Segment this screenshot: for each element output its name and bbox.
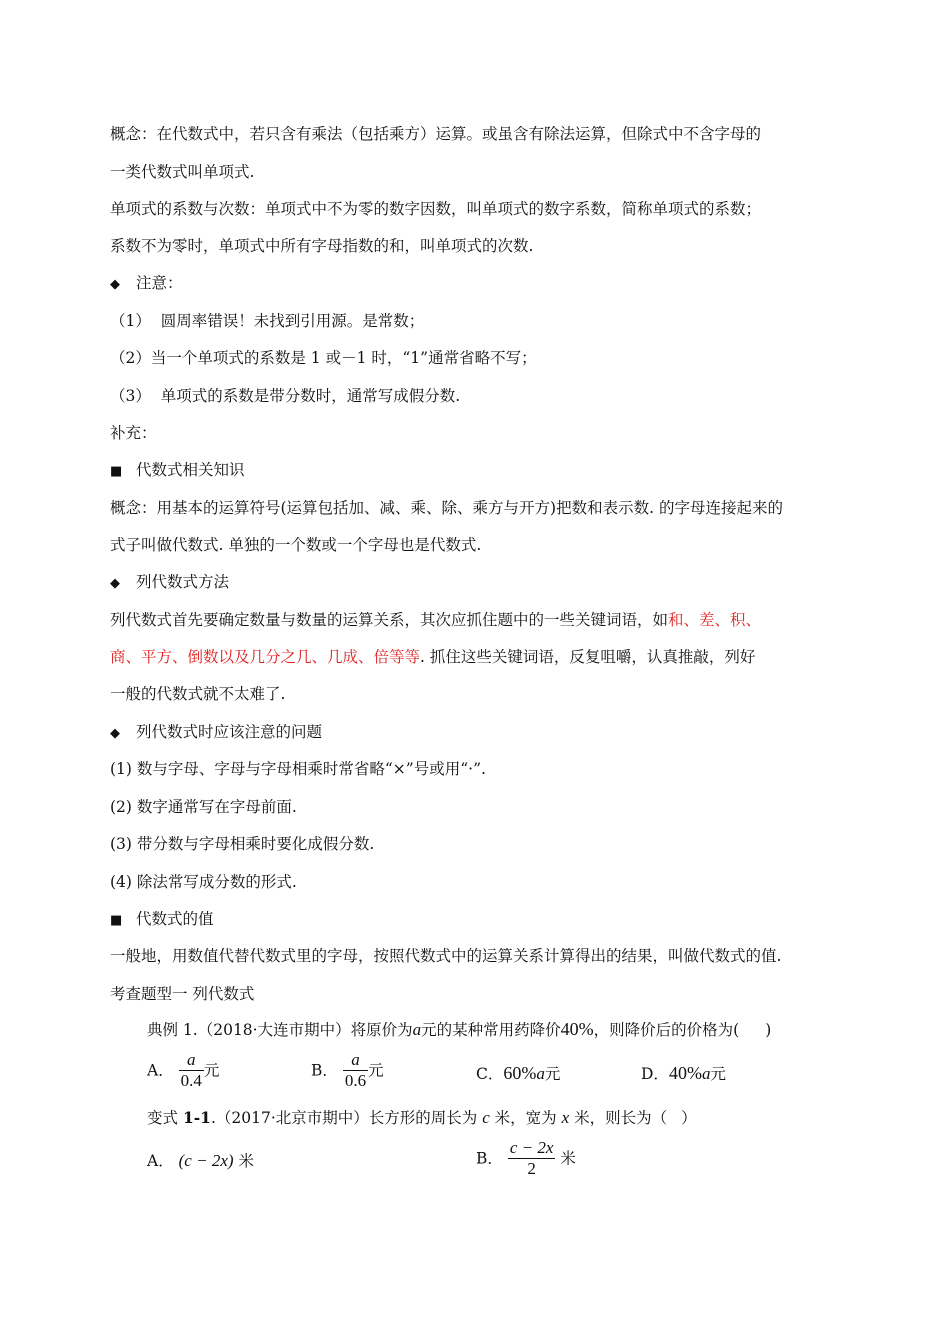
diamond-bullet-icon: ◆ xyxy=(110,277,120,292)
option-letter: D． xyxy=(641,1065,669,1083)
variant-text: .（2017·北京市期中）长方形的周长为 xyxy=(210,1109,483,1127)
option-c[interactable] xyxy=(476,1063,560,1084)
section-heading xyxy=(110,909,810,931)
option-unit: 元 xyxy=(203,1061,220,1080)
rule-item: (3) 带分数与字母相乘时要化成假分数. xyxy=(110,835,375,853)
option-letter: A． xyxy=(147,1061,174,1080)
option-a[interactable] xyxy=(147,1151,254,1171)
option-unit: 米 xyxy=(238,1152,254,1170)
variant-close-paren: ） xyxy=(681,1109,697,1127)
section-title: 代数式的值 xyxy=(136,910,214,928)
numerator: c − 2x xyxy=(509,1138,554,1157)
option-expression: (c − 2x) xyxy=(178,1151,234,1170)
denominator: 2 xyxy=(527,1159,536,1178)
variable-c: c xyxy=(482,1108,490,1127)
example-close-paren: ) xyxy=(765,1021,772,1039)
question-type-heading: 考查题型一 列代数式 xyxy=(110,985,255,1003)
coefficient-degree-line2: 系数不为零时，单项式中所有字母指数的和，叫单项式的次数. xyxy=(110,237,534,255)
option-b[interactable] xyxy=(476,1138,576,1179)
note-number: （1） xyxy=(110,312,151,330)
numerator: a xyxy=(343,1050,368,1071)
option-letter: C． xyxy=(476,1065,504,1083)
keyword-highlight: 商、平方、倒数以及几分之几、几成、倍等等 xyxy=(110,648,421,666)
note-text: 当一个单项式的系数是 1 或－1 时，“1”通常省略不写； xyxy=(150,349,537,367)
keyword-highlight: 和、差、积、 xyxy=(668,611,762,629)
denominator: 0.4 xyxy=(180,1071,202,1090)
numerator: a xyxy=(179,1050,204,1071)
note-text: 单项式的系数是带分数时，通常写成假分数. xyxy=(160,387,461,405)
variable-a: a xyxy=(412,1020,422,1039)
option-unit: 元 xyxy=(544,1065,561,1083)
variant-text: 米，宽为 xyxy=(489,1109,562,1127)
example-label: 典例 1 xyxy=(147,1021,193,1039)
supplement-label: 补充： xyxy=(110,424,157,442)
algebraic-expression-concept-line1: 概念：用基本的运算符号(运算包括加、减、乘、除、乘方与开方)把数和表示数. 的字母连接起来的 xyxy=(110,499,783,517)
note-number: （3） xyxy=(110,387,151,405)
fraction xyxy=(343,1050,368,1091)
expression-value-definition: 一般地，用数值代替代数式里的字母，按照代数式中的运算关系计算得出的结果，叫做代数式的值. xyxy=(110,947,782,965)
monomial-definition-line1: 概念：在代数式中，若只含有乘法（包括乘方）运算。或虽含有除法运算，但除式中不含字母的 xyxy=(110,125,762,143)
section-title: 代数式相关知识 xyxy=(136,461,245,479)
option-letter: B． xyxy=(476,1149,503,1168)
variable-a: a xyxy=(536,1064,545,1083)
section-heading xyxy=(110,572,810,594)
variant-question xyxy=(147,1108,847,1128)
note-heading xyxy=(110,273,810,295)
method-text: 列代数式首先要确定数量与数量的运算关系，其次应抓住题中的一些关键词语，如 xyxy=(110,611,669,629)
note-item xyxy=(110,311,810,331)
diamond-bullet-icon: ◆ xyxy=(110,726,120,741)
variable-x: x xyxy=(561,1108,570,1127)
note-number: （2） xyxy=(110,349,151,367)
rule-item: (1) 数与字母、字母与字母相乘时常省略“×”号或用“·”. xyxy=(110,760,486,778)
diamond-bullet-icon: ◆ xyxy=(110,576,120,591)
method-line2 xyxy=(110,647,810,667)
method-line3: 一般的代数式就不太难了. xyxy=(110,685,286,703)
option-letter: B． xyxy=(311,1061,338,1080)
coefficient-degree-line1: 单项式的系数与次数：单项式中不为零的数字因数，叫单项式的数字系数，简称单项式的系数； xyxy=(110,200,762,218)
section-heading xyxy=(110,722,810,744)
algebraic-expression-concept-line2: 式子叫做代数式. 单独的一个数或一个字母也是代数式. xyxy=(110,536,482,554)
method-line1 xyxy=(110,610,810,630)
option-d[interactable] xyxy=(641,1063,726,1084)
denominator: 0.6 xyxy=(344,1071,367,1090)
percent-value: 40% xyxy=(560,1019,594,1039)
example-text: 元的某种常用药降价 xyxy=(421,1021,561,1039)
example-text: ，则降价后的价格为( xyxy=(593,1021,740,1039)
fraction xyxy=(508,1138,556,1179)
option-a[interactable] xyxy=(147,1050,219,1091)
square-bullet-icon: ■ xyxy=(110,913,123,928)
variant-label-prefix: 变式 xyxy=(147,1109,183,1127)
note-text: 圆周率错误！未找到引用源。是常数； xyxy=(160,312,425,330)
section-heading xyxy=(110,460,810,482)
variable-a: a xyxy=(701,1064,711,1083)
square-bullet-icon: ■ xyxy=(110,464,123,479)
section-title: 列代数式方法 xyxy=(136,573,230,591)
rule-item: (2) 数字通常写在字母前面. xyxy=(110,798,297,816)
option-unit: 元 xyxy=(710,1065,726,1083)
option-expression: 40% xyxy=(668,1063,702,1083)
option-letter: A． xyxy=(147,1152,174,1170)
option-b[interactable] xyxy=(311,1050,384,1091)
note-heading-text: 注意： xyxy=(136,274,183,292)
rule-item: (4) 除法常写成分数的形式. xyxy=(110,873,297,891)
option-expression: 60% xyxy=(503,1063,537,1083)
variant-label: 1-1 xyxy=(182,1108,211,1127)
method-text: . 抓住这些关键词语，反复咀嚼，认真推敲，列好 xyxy=(420,648,756,666)
example-text: .（2018·大连市期中）将原价为 xyxy=(192,1021,413,1039)
option-unit: 元 xyxy=(368,1061,384,1080)
monomial-definition-line2: 一类代数式叫单项式. xyxy=(110,163,255,181)
option-unit: 米 xyxy=(560,1149,576,1168)
fraction xyxy=(179,1050,204,1091)
section-title: 列代数式时应该注意的问题 xyxy=(136,723,323,741)
example-question xyxy=(147,1019,847,1040)
variant-text: 米，则长为（ xyxy=(569,1109,668,1127)
note-item xyxy=(110,348,810,368)
note-item xyxy=(110,386,810,406)
